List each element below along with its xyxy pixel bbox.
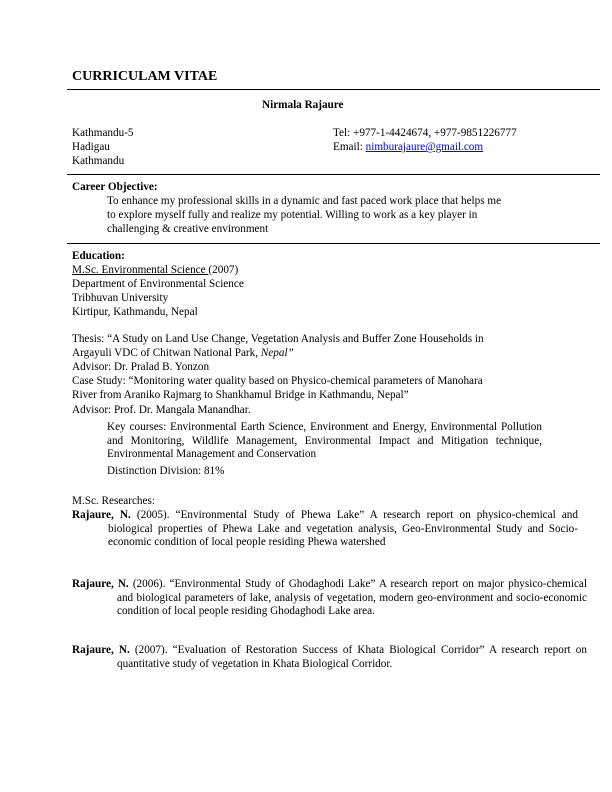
email-line xyxy=(333,141,483,155)
research-text: (2006). “Environmental Study of Ghodaghodi Lake” A research report on major physico-chemical and biological parameters of lake, analysis of vegetation, modern geo-environment and socio-economic condition of local people residing Ghodaghodi Lake area. xyxy=(117,578,587,618)
university-location: Kirtipur, Kathmandu, Nepal xyxy=(72,306,198,318)
degree-year: (2007) xyxy=(208,264,239,276)
research-author: Rajaure, N. xyxy=(72,578,129,590)
address-line: Kathmandu xyxy=(72,155,125,167)
degree xyxy=(72,264,238,278)
education-heading: Education: xyxy=(72,250,125,262)
university: Tribhuvan University xyxy=(72,292,169,304)
distinction: Distinction Division: 81% xyxy=(107,465,225,477)
thesis-line xyxy=(72,333,484,347)
key-courses: Key courses: Environmental Earth Science, Environment and Energy, Environmental Pollution and Monitoring, Wildlife Management, Environmental Impact and Mitigation technique, Environmental Management and Conservation xyxy=(107,421,542,461)
thesis-line xyxy=(72,347,294,361)
address-line: Hadigau xyxy=(72,141,110,153)
candidate-name: Nirmala Rajaure xyxy=(262,99,344,111)
case-study-line: Case Study: “Monitoring water quality based on Physico-chemical parameters of Manohara xyxy=(72,375,483,387)
research-author: Rajaure, N. xyxy=(72,509,131,521)
thesis-advisor: Advisor: Dr. Pralad B. Yonzon xyxy=(72,361,210,373)
address-line: Kathmandu-5 xyxy=(72,127,134,139)
research-text: (2005). “Environmental Study of Phewa Lake” A research report on physico-chemical and biological properties of Phewa Lake and vegetation analysis, Geo-Environmental Study and Socio-economic condition of local people residing Phewa watershed xyxy=(108,509,578,549)
thesis-title-end: Nepal” xyxy=(260,347,294,359)
degree-title: M.Sc. Environmental Science xyxy=(72,264,209,276)
department: Department of Environmental Science xyxy=(72,278,244,290)
career-line: To enhance my professional skills in a dynamic and fast paced work place that helps me xyxy=(107,195,502,207)
divider xyxy=(67,89,600,90)
research-author: Rajaure, N. xyxy=(72,644,130,656)
thesis-label: Thesis: xyxy=(72,333,108,345)
career-line: challenging & creative environment xyxy=(107,223,269,235)
thesis-title-cont: Argayuli VDC of Chitwan National Park, xyxy=(72,347,261,359)
divider xyxy=(67,243,600,244)
career-line: to explore myself fully and realize my potential. Willing to work as a key player in xyxy=(107,209,478,221)
email-label: Email: xyxy=(333,141,366,153)
telephone: Tel: +977-1-4424674, +977-9851226777 xyxy=(333,127,517,139)
case-study-line: River from Araniko Rajmarg to Shankhamul Bridge in Kathmandu, Nepal” xyxy=(72,389,409,401)
divider xyxy=(67,174,600,175)
research-text: (2007). “Evaluation of Restoration Success of Khata Biological Corridor” A research report on quantitative study of vegetation in Khata Biological Corridor. xyxy=(117,644,587,670)
career-heading: Career Objective: xyxy=(72,181,158,193)
thesis-title: “A Study on Land Use Change, Vegetation Analysis and Buffer Zone Households in xyxy=(107,333,484,345)
research-item xyxy=(72,509,578,550)
researches-heading: M.Sc. Researches: xyxy=(72,495,155,507)
research-item xyxy=(72,578,587,619)
email-link[interactable]: nimburajaure@gmail.com xyxy=(365,141,484,153)
research-item xyxy=(72,644,587,671)
cv-title: CURRICULAM VITAE xyxy=(72,69,218,84)
case-study-advisor: Advisor: Prof. Dr. Mangala Manandhar. xyxy=(72,404,251,416)
